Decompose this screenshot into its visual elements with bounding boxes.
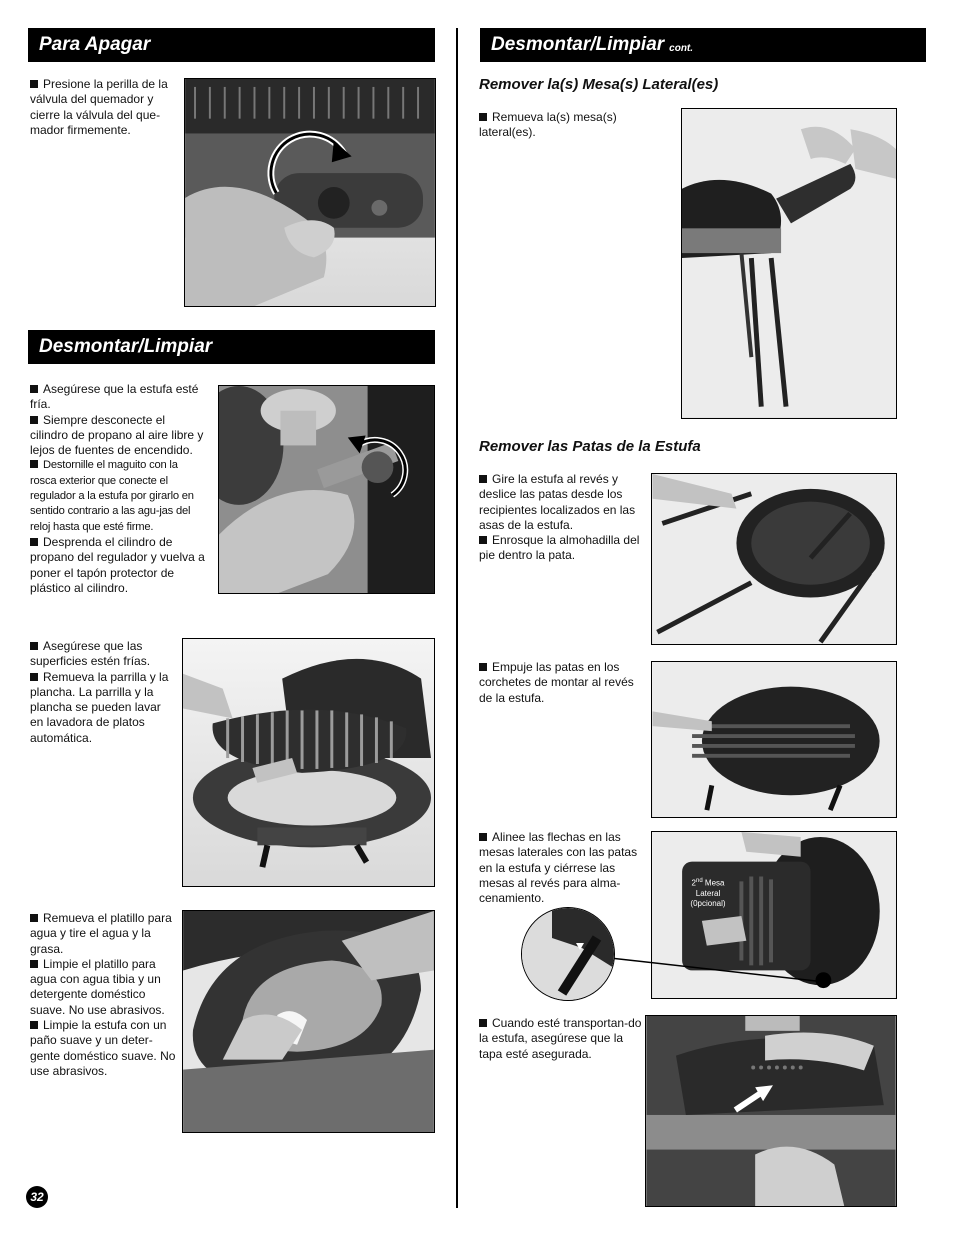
callout-line (600, 950, 830, 1000)
list-item: Cuando esté transportan-do la estufa, asegúrese que la tapa esté asegurada. (479, 1016, 642, 1061)
bullet-icon (30, 538, 38, 546)
mesas-text: Remueva la(s) mesa(s) lateral(es). (479, 110, 617, 140)
page-number: 32 (26, 1186, 48, 1208)
list-item: Alinee las flechas en las mesas laterales con las patas en la estufa y ciérrese las mesas al revés para alma-cenamiento. (479, 830, 638, 906)
para-apagar-title: Para Apagar (39, 34, 151, 55)
bullet-icon (30, 673, 38, 681)
photo-side-table (681, 108, 897, 419)
patas-block2 (479, 660, 639, 706)
bullet-icon (30, 80, 38, 88)
photo-grill-grate (182, 638, 435, 887)
list-item: Desprenda el cilindro de propano del regulador y vuelva a poner el tapón protector de plástico al cilindro. (30, 534, 205, 595)
mesas-subtitle: Remover la(s) Mesa(s) Lateral(es) (479, 76, 719, 93)
burner-knob-illustration (185, 79, 435, 306)
desmontar-cont-header (480, 28, 926, 62)
bullet-icon (479, 1019, 487, 1027)
water-pan-illustration (183, 911, 434, 1132)
photo-burner-knob (184, 78, 436, 307)
side-table-illustration (682, 109, 896, 418)
bullet-icon (479, 475, 487, 483)
desmontar-title: Desmontar/Limpiar (39, 336, 213, 357)
list-item: Gire la estufa al revés y deslice las patas desde los recipientes localizados en las asas de la estufa. (479, 472, 636, 532)
list-item: Empuje las patas en los corchetes de montar al revés de la estufa. (479, 660, 634, 705)
photo-legs-mount (651, 661, 897, 818)
callout-leg-detail (521, 907, 615, 1001)
photo-legs-remove (651, 473, 897, 645)
cont-label: cont. (669, 42, 694, 54)
bullet-icon (479, 536, 487, 544)
list-item: Destornille el maguito con la rosca exterior que conecte el regulador a la estufa por girarlo en sentido contrario a las agu-jas del reloj hasta que esté firme. (30, 459, 194, 533)
list-item: Limpie la estufa con un paño suave y un deter-gente doméstico suave. No use abrasivos. (30, 1018, 176, 1078)
mesa-lateral-label: 2nd Mesa Lateral (0pcional) (690, 878, 726, 908)
photo-regulator (218, 385, 435, 594)
bullet-icon (30, 960, 38, 968)
list-item: Limpie el platillo para agua con agua tibia y un detergente doméstico suave. No use abrasivos. (30, 956, 165, 1017)
photo-water-pan (182, 910, 435, 1133)
bullet-icon (479, 663, 487, 671)
bullet-icon (30, 642, 38, 650)
list-item: Siempre desconecte el cilindro de propano al aire libre y lejos de fuentes de encendido. (30, 412, 204, 458)
para-apagar-header (28, 28, 435, 62)
bullet-icon (30, 914, 38, 922)
column-divider (456, 28, 458, 1208)
desmontar-block3 (30, 911, 180, 1079)
patas-block3 (479, 830, 644, 906)
list-item: Enrosque la almohadilla del pie dentro la pata. (479, 533, 640, 563)
bullet-icon (479, 113, 487, 121)
desmontar-block1 (30, 382, 205, 596)
patas-block4 (479, 1016, 644, 1062)
bullet-icon (30, 460, 38, 468)
para-apagar-text: Presione la perilla de la válvula del quemador y cierre la válvula del que-mador firmemente. (30, 77, 168, 137)
patas-subtitle: Remover las Patas de la Estufa (479, 438, 701, 455)
bullet-icon (479, 833, 487, 841)
legs-mount-illustration (652, 662, 896, 817)
list-item: Asegúrese que las superficies estén frías. (30, 639, 151, 669)
desmontar-cont-title: Desmontar/Limpiar (491, 34, 665, 55)
regulator-illustration (219, 386, 434, 593)
bullet-icon (30, 416, 38, 424)
patas-block1 (479, 472, 647, 564)
lid-secure-illustration (646, 1016, 896, 1206)
bullet-icon (30, 385, 38, 393)
grill-grate-illustration (183, 639, 434, 886)
desmontar-header (28, 330, 435, 364)
list-item: Remueva el platillo para agua y tire el agua y la grasa. (30, 911, 172, 956)
desmontar-block2 (30, 639, 170, 746)
bullet-icon (30, 1021, 38, 1029)
list-item: Remueva la parrilla y la plancha. La parrilla y la plancha se pueden lavar en lavadora de platos automática. (30, 669, 169, 745)
list-item: Asegúrese que la estufa esté fría. (30, 382, 199, 412)
leg-detail-illustration (522, 908, 614, 1000)
photo-lid-secure (645, 1015, 897, 1207)
legs-remove-illustration (652, 474, 896, 644)
